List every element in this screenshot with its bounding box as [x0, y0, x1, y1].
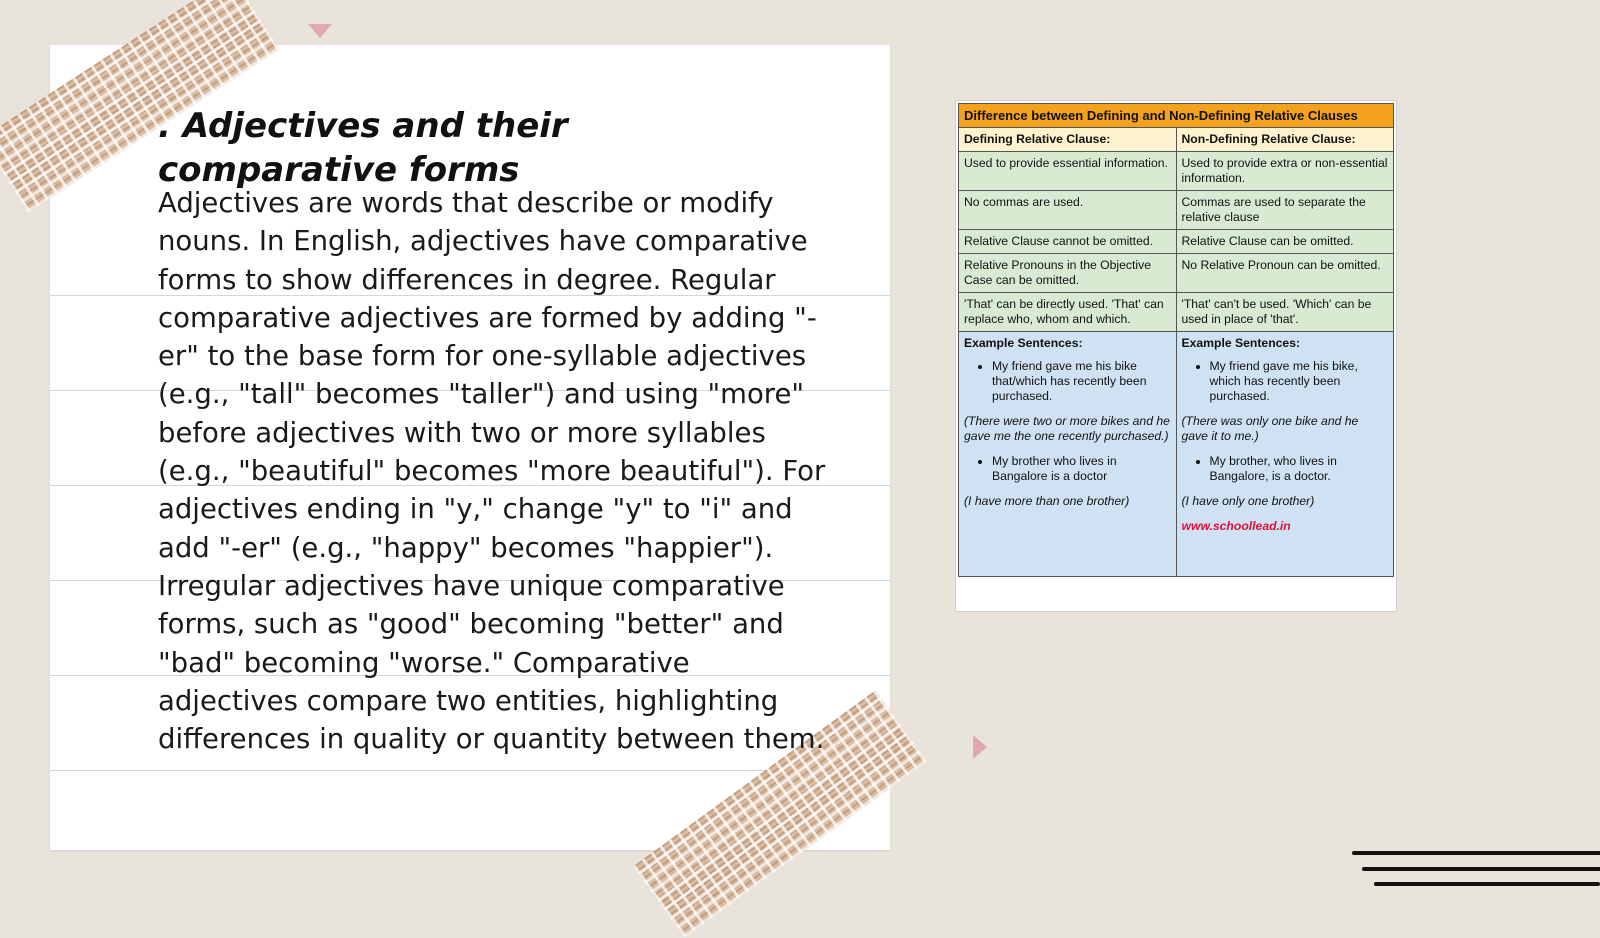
- brush-stroke: [1352, 851, 1600, 855]
- table-cell: 'That' can't be used. 'Which' can be used in place of 'that'.: [1176, 293, 1394, 332]
- table-cell: Used to provide essential information.: [959, 152, 1177, 191]
- website-link[interactable]: www.schoollead.in: [1181, 519, 1291, 533]
- relative-clauses-table: [958, 103, 1394, 577]
- slide-title: . Adjectives and their comparative forms: [158, 106, 568, 190]
- slide-body-text: Adjectives are words that describe or modify nouns. In English, adjectives have comparative forms to show differences in degree. Regular comparative adjectives are formed by adding "-er" to the base form for one-syllable adjectives (e.g., "tall" becomes "taller") and using "more" before adjectives with two or more syllables (e.g., "beautiful" becomes "more beautiful"). For adjectives ending in "y," change "y" to "i" and add "-er" (e.g., "happy" becomes "happier"). Irregular adjectives have unique comparative forms, such as "good" becoming "better" and "bad" becoming "worse." Comparative adjectives compare two entities, highlighting differences in quality or quantity between them.: [158, 187, 826, 756]
- table-cell: Relative Clause can be omitted.: [1176, 230, 1394, 254]
- table-cell: No Relative Pronoun can be omitted.: [1176, 254, 1394, 293]
- header-defining: Defining Relative Clause:: [959, 128, 1177, 152]
- example-sentence: • My brother, who lives in Bangalore, is a doctor.: [1210, 454, 1389, 484]
- example-sentence: • My friend gave me his bike that/which has recently been purchased.: [992, 359, 1171, 404]
- table-cell: Commas are used to separate the relative clause: [1176, 191, 1394, 230]
- examples-non-defining: [1176, 332, 1394, 577]
- example-note: (I have only one brother): [1181, 494, 1315, 508]
- table-cell: Relative Pronouns in the Objective Case can be omitted.: [959, 254, 1177, 293]
- relative-clauses-table-image: [955, 100, 1397, 612]
- example-note: (There was only one bike and he gave it to me.): [1181, 414, 1359, 443]
- table-cell: No commas are used.: [959, 191, 1177, 230]
- table-cell: Relative Clause cannot be omitted.: [959, 230, 1177, 254]
- examples-label: Example Sentences:: [964, 336, 1083, 350]
- example-sentence: • My brother who lives in Bangalore is a doctor: [992, 454, 1171, 484]
- table-cell: 'That' can be directly used. 'That' can replace who, whom and which.: [959, 293, 1177, 332]
- examples-defining: [959, 332, 1177, 577]
- brush-stroke: [1374, 882, 1600, 886]
- tape-corner-icon: [973, 735, 987, 759]
- example-sentence: • My friend gave me his bike, which has recently been purchased.: [1210, 359, 1389, 404]
- example-note: (There were two or more bikes and he gave me the one recently purchased.): [964, 414, 1170, 443]
- example-note: (I have more than one brother): [964, 494, 1130, 508]
- examples-label: Example Sentences:: [1181, 336, 1301, 350]
- brush-stroke: [1362, 867, 1600, 871]
- header-non-defining: Non-Defining Relative Clause:: [1176, 128, 1394, 152]
- table-caption: Difference between Defining and Non-Defining Relative Clauses: [959, 104, 1394, 128]
- tape-corner-icon: [308, 24, 332, 38]
- table-cell: Used to provide extra or non-essential information.: [1176, 152, 1394, 191]
